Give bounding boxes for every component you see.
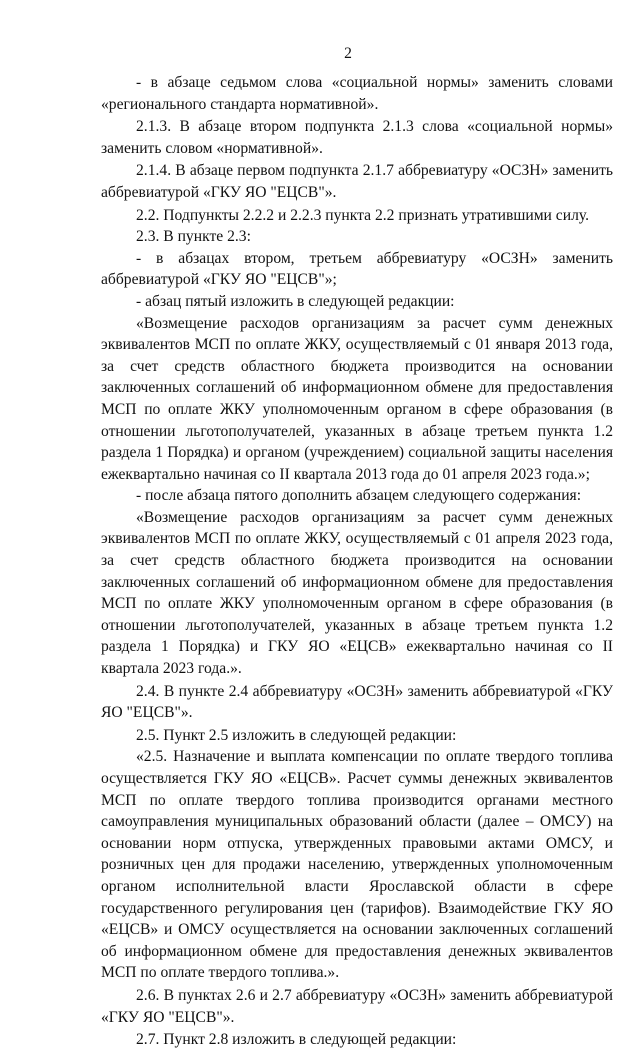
paragraph: 2.6. В пунктах 2.6 и 2.7 аббревиатуру «ОСЗН» заменить аббревиатурой «ГКУ ЯО "ЕЦСВ"».: [101, 986, 613, 1026]
paragraph: - в абзаце седьмом слова «социальной нормы» заменить словами «регионального стандарта нормативной».: [101, 74, 613, 113]
paragraph: - абзац пятый изложить в следующей редакции:: [136, 292, 455, 310]
paragraph: 2.1.3. В абзаце втором подпункта 2.1.3 слова «социальной нормы» заменить словом «нормативной».: [101, 118, 613, 157]
paragraph: «Возмещение расходов организациям за расчет сумм денежных эквивалентов МСП по оплате ЖКУ, осуществляемый с 01 января 2013 года, за счет средств областного бюджета производится на основании заключенных соглашений об информационном обмене для предоставления МСП по оплате ЖКУ уполномоченным органом в сфере образования (в отношении льготополучателей, указанных в абзаце третьем пункта 1.2 раздела 1 Порядка) и органом (учреждением) социальной защиты населения ежеквартально начиная со II квартала 2013 года до 01 апреля 2023 года.»;: [101, 314, 613, 483]
paragraph: «2.5. Назначение и выплата компенсации по оплате твердого топлива осуществляется ГКУ ЯО «ЕЦСВ». Расчет суммы денежных эквивалентов МСП по оплате твердого топлива производится органами местного самоуправления муниципальных образований области (далее – ОМСУ) на основании норм отпуска, утвержденных правовыми актами ОМСУ, и розничных цен для продажи населению, утвержденных уполномоченным органом исполнительной власти Ярославской области в сфере государственного регулирования цен (тарифов). Взаимодействие ГКУ ЯО «ЕЦСВ» и ОМСУ осуществляется на основании заключенных соглашений об информационном обмене для предоставления денежных эквивалентов МСП по оплате твердого топлива.».: [101, 748, 613, 982]
paragraph: 2.4. В пункте 2.4 аббревиатуру «ОСЗН» заменить аббревиатурой «ГКУ ЯО "ЕЦСВ"».: [101, 682, 613, 722]
paragraph: 2.3. В пункте 2.3:: [136, 228, 251, 246]
paragraph: 2.1.4. В абзаце первом подпункта 2.1.7 аббревиатуру «ОСЗН» заменить аббревиатурой «ГКУ ЯО "ЕЦСВ"».: [101, 162, 613, 201]
paragraph: - в абзацах втором, третьем аббревиатуру «ОСЗН» заменить аббревиатурой «ГКУ ЯО "ЕЦСВ"»;: [101, 249, 613, 289]
paragraph: 2.5. Пункт 2.5 изложить в следующей редакции:: [136, 726, 457, 744]
page-number: 2: [344, 45, 352, 62]
paragraph: «Возмещение расходов организациям за расчет сумм денежных эквивалентов МСП по оплате ЖКУ, осуществляемый с 01 апреля 2023 года, за счет средств областного бюджета производится на основании заключенных соглашений об информационном обмене для предоставления МСП по оплате ЖКУ уполномоченным органом в сфере образования (в отношении льготополучателей, указанных в абзаце третьем пункта 1.2 раздела 1 Порядка) и ГКУ ЯО «ЕЦСВ» ежеквартально начиная со II квартала 2023 года.».: [101, 508, 613, 678]
paragraph: 2.2. Подпункты 2.2.2 и 2.2.3 пункта 2.2 признать утратившими силу.: [136, 206, 589, 224]
paragraph: 2.7. Пункт 2.8 изложить в следующей редакции:: [136, 1031, 457, 1049]
paragraph: - после абзаца пятого дополнить абзацем следующего содержания:: [136, 487, 582, 505]
